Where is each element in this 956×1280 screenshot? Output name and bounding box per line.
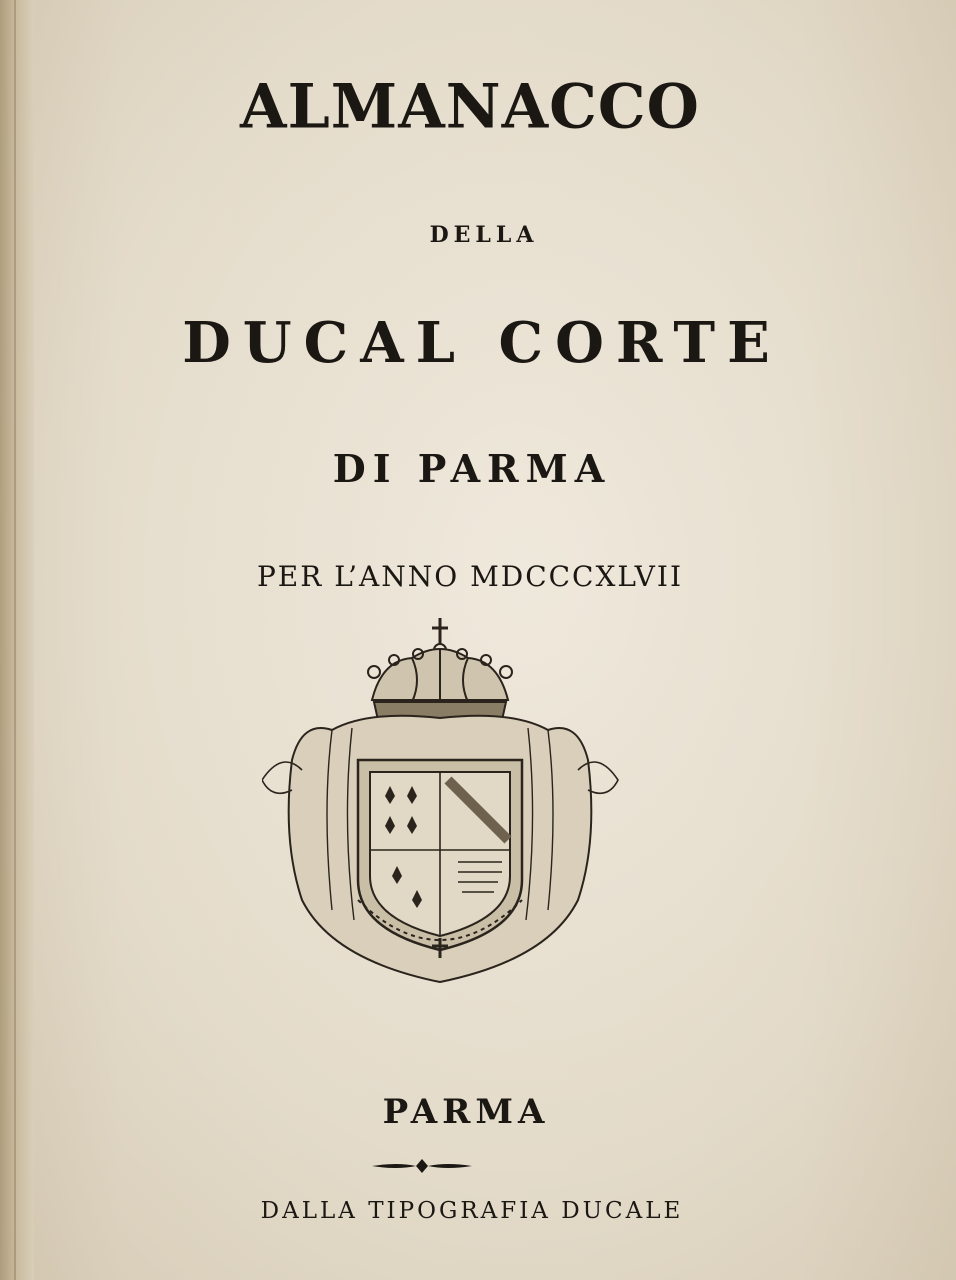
printer-line: DALLA TIPOGRAFIA DUCALE — [260, 1198, 684, 1224]
ducal-corte-line: DUCAL CORTE — [182, 310, 782, 376]
della-line: DELLA — [429, 222, 539, 248]
coat-of-arms-icon — [262, 610, 622, 990]
place-of-publication: PARMA — [382, 1092, 550, 1132]
book-gutter — [0, 0, 34, 1280]
almanac-title: ALMANACCO — [240, 71, 700, 143]
year-line: PER L’ANNO MDCCCXLVII — [256, 560, 684, 593]
ornamental-rule-icon — [372, 1156, 472, 1176]
di-parma-line: DI PARMA — [332, 446, 612, 491]
gutter-crease — [14, 0, 16, 1280]
